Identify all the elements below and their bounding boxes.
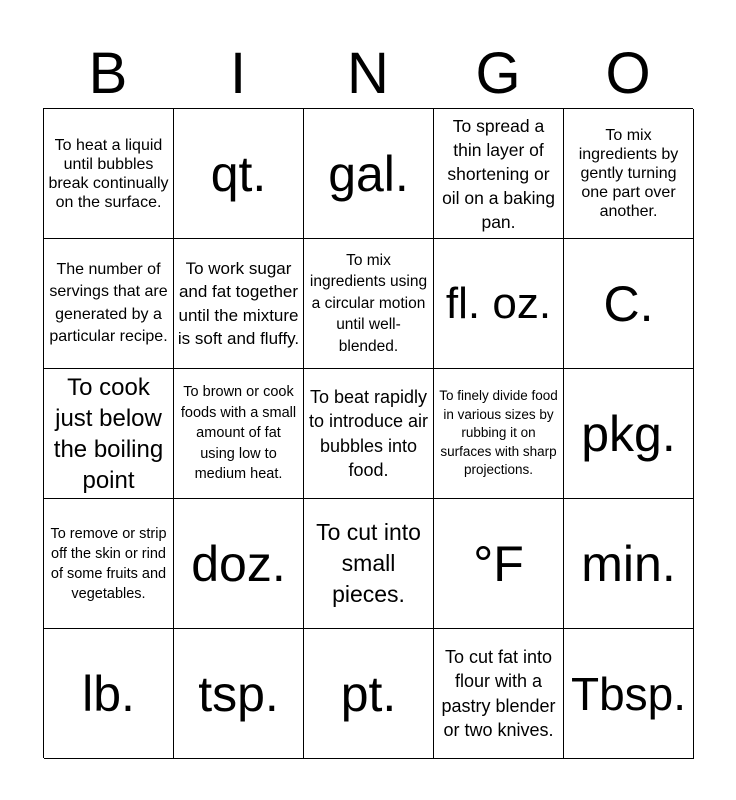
bingo-cell[interactable]: The number of servings that are generated by a particular recipe. [44,239,174,369]
bingo-cell[interactable]: fl. oz. [434,239,564,369]
bingo-cell[interactable]: pt. [304,629,434,759]
bingo-cell[interactable]: To work sugar and fat together until the mixture is soft and fluffy. [174,239,304,369]
bingo-cell[interactable]: To cut fat into flour with a pastry blender or two knives. [434,629,564,759]
bingo-cell[interactable]: To cook just below the boiling point [44,369,174,499]
bingo-cell[interactable]: lb. [44,629,174,759]
header-letter-o: O [605,41,651,106]
bingo-cell[interactable]: To brown or cook foods with a small amount of fat using low to medium heat. [174,369,304,499]
bingo-cell[interactable]: tsp. [174,629,304,759]
bingo-cell[interactable]: qt. [174,109,304,239]
bingo-cell[interactable]: min. [564,499,694,629]
bingo-cell[interactable]: To beat rapidly to introduce air bubbles into food. [304,369,434,499]
header-letter-n: N [347,41,389,106]
bingo-cell[interactable]: gal. [304,109,434,239]
bingo-cell[interactable]: To mix ingredients by gently turning one part over another. [564,109,694,239]
bingo-cell[interactable]: °F [434,499,564,629]
bingo-cell[interactable]: To spread a thin layer of shortening or oil on a baking pan. [434,109,564,239]
bingo-cell[interactable]: To finely divide food in various sizes by rubbing it on surfaces with sharp projections. [434,369,564,499]
bingo-card [43,108,693,758]
bingo-cell[interactable]: pkg. [564,369,694,499]
bingo-cell[interactable]: doz. [174,499,304,629]
bingo-cell[interactable]: To cut into small pieces. [304,499,434,629]
header-letter-i: I [229,41,247,106]
bingo-cell[interactable]: To mix ingredients using a circular motion until well-blended. [304,239,434,369]
bingo-cell[interactable]: Tbsp. [564,629,694,759]
header-letter-b: B [88,41,128,106]
bingo-cell[interactable]: To heat a liquid until bubbles break continually on the surface. [44,109,174,239]
bingo-cell[interactable]: C. [564,239,694,369]
header-letter-g: G [475,41,521,106]
bingo-header [43,40,693,108]
bingo-cell[interactable]: To remove or strip off the skin or rind of some fruits and vegetables. [44,499,174,629]
